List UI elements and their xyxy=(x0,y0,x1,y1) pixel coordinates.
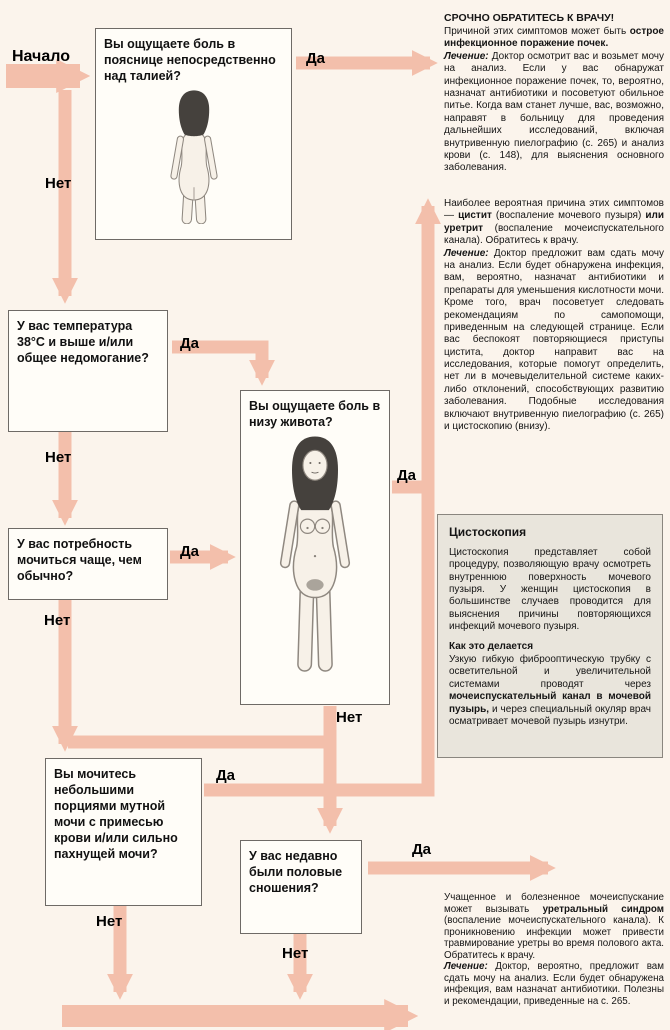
question-box-frequency xyxy=(8,528,168,600)
cystoscopy-paragraph xyxy=(449,547,651,634)
cystoscopy-panel xyxy=(437,514,663,758)
question-box-temperature xyxy=(8,310,168,432)
text-bold: мочеиспускательный канал в мочевой пузырь, xyxy=(449,691,651,715)
advice-urethral xyxy=(444,892,664,1007)
illustration-woman-front xyxy=(269,434,361,676)
treatment-label: Лечение: xyxy=(444,961,488,973)
label-no-q2: Нет xyxy=(45,449,72,466)
text: (воспаление мочеиспускательного канала). Обратитесь к врачу. xyxy=(444,222,664,247)
label-no-q3: Нет xyxy=(336,709,363,726)
text: Цистоскопия представляет собой процедуру, позволяющую врачу осмотреть внутреннюю поверхность мочевого пузыря. У женщин цистоскопия в большинстве случаев проводится для выяснения причины повторяющихся инфекций мочевого пузыря. xyxy=(449,546,651,633)
advice-urgent-intro xyxy=(444,26,664,51)
text-bold: острое инфекционное поражение почек. xyxy=(444,26,664,50)
label-yes-q5: Да xyxy=(216,767,236,784)
text: Учащенное и болезненное мочеиспускание может вызывать xyxy=(444,892,664,915)
advice-urethral-intro xyxy=(444,892,664,961)
text-bold: цистит xyxy=(458,210,492,222)
text: и через специальный окуляр врач осматривает мочевой пузырь изнутри. xyxy=(449,703,651,727)
text-bold: или уретрит xyxy=(444,210,665,234)
text: Узкую гибкую фиброоптическую трубку с осветительной и увеличительной системами проводят через xyxy=(449,654,651,690)
text: (воспаление мочевого пузыря) xyxy=(491,210,646,222)
start-label: Начало xyxy=(12,48,70,65)
question-box-back-pain xyxy=(95,28,292,240)
question-box-abdomen-pain xyxy=(240,390,390,705)
label-no-q4: Нет xyxy=(44,612,71,629)
question-text: У вас потребность мочиться чаще, чем обычно? xyxy=(17,537,142,583)
advice-urethral-treatment xyxy=(444,961,664,1007)
text: Доктор осмотрит вас и возьмет мочу на анализ. Если у вас обнаружат инфекционное поражение почек, то, вероятно, назначат антибиотики и посоветуют обильное питье. Когда вам станет лучше, вас, возможно, направят в больницу для проведения дальнейших исследований, включая внутривенную пиелографию (с. 265) и анализ крови (с. 148), для выяснения основного заболевания. xyxy=(444,50,664,174)
label-no-q5: Нет xyxy=(96,913,123,930)
question-text: У вас недавно были половые сношения? xyxy=(249,849,343,895)
text: Причиной этих симптомов может быть xyxy=(444,26,630,38)
advice-urgent-treatment xyxy=(444,51,664,175)
question-text: Вы ощущаете боль в низу живота? xyxy=(249,399,381,429)
label-yes-q3: Да xyxy=(397,467,417,484)
question-text: Вы мочитесь небольшими порциями мутной мочи с примесью крови и/или сильно пахнущей мочи? xyxy=(54,767,178,861)
advice-cystitis-intro xyxy=(444,198,664,248)
advice-cystitis-treatment xyxy=(444,248,664,434)
cystoscopy-title: Цистоскопия xyxy=(449,525,527,539)
question-text: Вы ощущаете боль в пояснице непосредственно над талией? xyxy=(104,37,276,83)
illustration-woman-back xyxy=(162,88,226,224)
label-yes-q4: Да xyxy=(180,543,200,560)
text: Доктор предложит вам сдать мочу на анализ. Если будет обнаружена инфекция, вам, вероятно, назначат антибиотики и препараты для уменьшения кислотности мочи. Кроме того, врач посоветует следовать рекомендациям по самопомощи, приведенным на следующей странице. Если вас беспокоят повторяющиеся приступы цистита, доктор направит вас на исследования, которые помогут определить, нет ли в мочевыделительной системе каких-либо отклонений, способствующих развитию заболевания. Подобные исследования включают внутривенную пиелографию (с. 265) и цистоскопию (внизу). xyxy=(444,247,664,433)
question-text: У вас температура 38°C и выше и/или общее недомогание? xyxy=(17,319,149,365)
text: Доктор, вероятно, предложит вам сдать мочу на анализ. Если будет обнаружена инфекция, вам назначат антибиотики. Полезны и рекомендации, приведенные на с. 265. xyxy=(444,961,664,1007)
label-no-q1: Нет xyxy=(45,175,72,192)
advice-urgent-title: СРОЧНО ОБРАТИТЕСЬ К ВРАЧУ! xyxy=(444,12,615,24)
label-yes-q6: Да xyxy=(412,841,432,858)
label-no-q6: Нет xyxy=(282,945,309,962)
text: Наиболее вероятная причина этих симптомов — xyxy=(444,198,664,222)
figure-area xyxy=(249,434,381,676)
cystoscopy-paragraph xyxy=(449,654,651,728)
question-box-intercourse xyxy=(240,840,362,934)
advice-urgent xyxy=(444,12,664,175)
text-bold: уретральный синдром xyxy=(542,903,664,915)
treatment-label: Лечение: xyxy=(444,247,489,259)
figure-area xyxy=(104,88,283,224)
treatment-label: Лечение: xyxy=(444,50,489,62)
question-box-cloudy-urine xyxy=(45,758,202,906)
label-yes-q1: Да xyxy=(306,50,326,67)
text: (воспаление мочеиспускательного канала). К проникновению инфекции может привести травмирование уретры во время полового акта. Обратитесь к врачу. xyxy=(444,915,664,961)
label-yes-q2: Да xyxy=(180,335,200,352)
advice-cystitis xyxy=(444,198,664,433)
cystoscopy-subhead: Как это делается xyxy=(449,640,534,652)
